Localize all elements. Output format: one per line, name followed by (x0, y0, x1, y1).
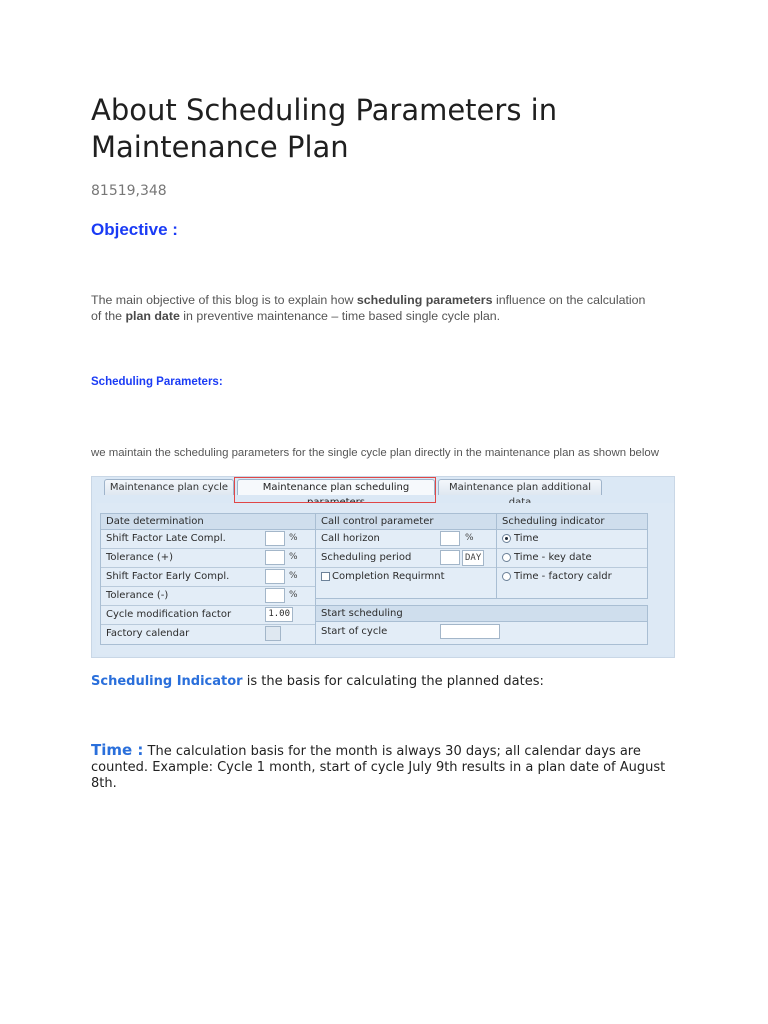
radio-time-key-date-label: Time - key date (514, 552, 592, 563)
factory-calendar-field[interactable] (265, 626, 281, 641)
cycle-modification-row (101, 606, 315, 625)
tab-scheduling-parameters[interactable]: Maintenance plan scheduling (237, 479, 435, 495)
completion-requirement-row (316, 568, 496, 586)
page-title: About Scheduling Parameters in Maintenance Plan (91, 93, 558, 164)
tolerance-plus-label: Tolerance (+) (106, 552, 174, 563)
shift-factor-late-label: Shift Factor Late Compl. (106, 533, 226, 544)
call-horizon-field[interactable] (440, 531, 460, 546)
completion-requirement-checkbox[interactable] (321, 572, 330, 581)
date-determination-group (100, 513, 316, 645)
percent-unit: % (289, 590, 298, 600)
radio-time-label: Time (514, 533, 539, 544)
time-text: The calculation basis for the month is always 30 days; all calendar days are counted. Example: Cycle 1 month, start of cycle July 9th results in a plan date of August 8th. (91, 744, 666, 791)
intro-text-2: influence on the calculation of the (91, 293, 646, 323)
scheduling-parameters-heading: Scheduling Parameters: (91, 376, 223, 388)
start-scheduling-group (315, 605, 648, 645)
scheduling-indicator-group (496, 513, 648, 599)
tab-additional-data[interactable]: Maintenance plan additional (438, 479, 602, 495)
scheduling-period-field[interactable] (440, 550, 460, 565)
completion-requirement-label: Completion Requirmnt (332, 571, 445, 582)
percent-unit: % (289, 533, 298, 543)
call-horizon-label: Call horizon (321, 533, 380, 544)
radio-time-factory-calendar[interactable] (502, 572, 511, 581)
scheduling-indicator-sentence (91, 674, 544, 689)
intro-text-3: in preventive maintenance – time based single cycle plan. (179, 309, 501, 323)
radio-time-factory-calendar-label: Time - factory caldr (514, 571, 612, 582)
tolerance-minus-label: Tolerance (-) (106, 590, 169, 601)
document-meta: 81519,348 (91, 183, 167, 199)
tolerance-plus-row (101, 549, 315, 568)
radio-time[interactable] (502, 534, 511, 543)
start-of-cycle-row (316, 623, 647, 641)
shift-factor-early-label: Shift Factor Early Compl. (106, 571, 230, 582)
intro-bold-2: plan date (125, 309, 180, 323)
factory-calendar-label: Factory calendar (106, 628, 190, 639)
objective-heading: Objective : (91, 220, 178, 239)
start-of-cycle-field[interactable] (440, 624, 500, 639)
start-scheduling-title: Start scheduling (316, 606, 647, 622)
indicator-key-date-row[interactable] (497, 549, 647, 568)
scheduling-period-label: Scheduling period (321, 552, 412, 563)
percent-unit: % (465, 533, 474, 543)
tab-maintenance-plan-cycle[interactable]: Maintenance plan cycle (104, 479, 234, 495)
indicator-factory-calendar-row[interactable] (497, 568, 647, 586)
tolerance-minus-field[interactable] (265, 588, 285, 603)
tolerance-plus-field[interactable] (265, 550, 285, 565)
call-control-title: Call control parameter (316, 514, 496, 530)
period-unit-field[interactable]: DAY (462, 550, 484, 566)
intro-text-1: The main objective of this blog is to explain how (91, 293, 357, 307)
sap-tab-panel (96, 503, 674, 655)
indicator-time-row[interactable] (497, 530, 647, 549)
shift-factor-late-row (101, 530, 315, 549)
radio-time-key-date[interactable] (502, 553, 511, 562)
scheduling-period-row (316, 549, 496, 568)
time-paragraph (91, 742, 691, 792)
scheduling-indicator-title: Scheduling indicator (497, 514, 647, 530)
date-determination-title: Date determination (101, 514, 315, 530)
shift-factor-late-field[interactable] (265, 531, 285, 546)
sap-tabstrip (92, 477, 674, 495)
percent-unit: % (289, 571, 298, 581)
shift-factor-early-row (101, 568, 315, 587)
scheduling-indicator-text: is the basis for calculating the planned dates: (242, 674, 544, 689)
active-tab-highlight (234, 477, 436, 503)
time-highlight: Time : (91, 741, 144, 759)
sap-screenshot (91, 476, 675, 658)
call-horizon-row (316, 530, 496, 549)
intro-paragraph (91, 292, 651, 324)
shift-factor-early-field[interactable] (265, 569, 285, 584)
call-control-group (315, 513, 497, 599)
intro-bold-1: scheduling parameters (356, 293, 493, 307)
start-of-cycle-label: Start of cycle (321, 626, 388, 637)
tolerance-minus-row (101, 587, 315, 606)
cycle-modification-field[interactable]: 1.00 (265, 607, 293, 622)
maintenance-text: we maintain the scheduling parameters for the single cycle plan directly in the maintenance plan as shown below (91, 447, 659, 459)
cycle-modification-label: Cycle modification factor (106, 609, 232, 620)
factory-calendar-row (101, 625, 315, 643)
scheduling-indicator-highlight: Scheduling Indicator (91, 674, 243, 689)
percent-unit: % (289, 552, 298, 562)
